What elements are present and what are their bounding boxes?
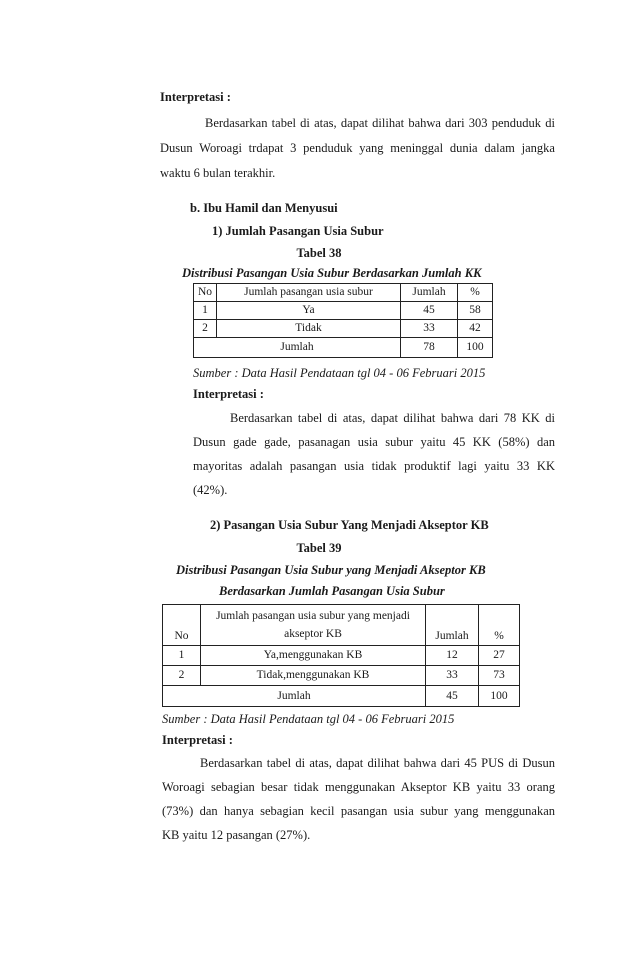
table-header-cell: No (194, 284, 217, 302)
table-cell: 33 (401, 320, 458, 338)
table-38-number: Tabel 38 (296, 246, 342, 260)
table-39 (162, 604, 520, 707)
paragraph-line: Dusun Woroagi trdapat 3 penduduk yang meninggal dunia dalam jangka (160, 141, 555, 155)
table-cell: Tidak (217, 320, 401, 338)
paragraph-line: (73%) dan hanya sebagian kecil pasangan usia subur yang menggunakan (162, 804, 555, 818)
interpretation-heading-1: Interpretasi : (160, 90, 231, 104)
table-39-title: Distribusi Pasangan Usia Subur yang Menjadi Akseptor KB (176, 563, 486, 577)
table-39-source: Sumber : Data Hasil Pendataan tgl 04 - 06 Februari 2015 (162, 712, 455, 726)
table-cell: 2 (163, 666, 201, 686)
subsection-heading-1: 1) Jumlah Pasangan Usia Subur (212, 224, 384, 238)
table-header-cell: % (479, 605, 520, 646)
table-cell: Jumlah (163, 686, 426, 707)
table-total-row (194, 338, 493, 358)
table-38-source: Sumber : Data Hasil Pendataan tgl 04 - 06 Februari 2015 (193, 366, 486, 380)
table-header-line: akseptor KB (284, 628, 342, 640)
interpretation-heading-3: Interpretasi : (162, 733, 233, 747)
table-39-title: Berdasarkan Jumlah Pasangan Usia Subur (219, 584, 445, 598)
table-38 (193, 283, 493, 358)
table-header-row (194, 284, 493, 302)
table-header-cell: Jumlah (426, 605, 479, 646)
table-cell: Jumlah (194, 338, 401, 358)
table-cell: 2 (194, 320, 217, 338)
table-cell: 73 (479, 666, 520, 686)
table-38-title: Distribusi Pasangan Usia Subur Berdasarkan Jumlah KK (182, 266, 482, 280)
table-row (163, 666, 520, 686)
table-cell: 45 (426, 686, 479, 707)
table-cell: 33 (426, 666, 479, 686)
table-header-cell: Jumlah pasangan usia subur (217, 284, 401, 302)
paragraph-line: KB yaitu 12 pasangan (27%). (162, 828, 311, 842)
table-header-cell (201, 605, 426, 646)
table-cell: Ya,menggunakan KB (201, 646, 426, 666)
table-header-row (163, 605, 520, 646)
table-header-line: Jumlah pasangan usia subur yang menjadi (216, 610, 410, 622)
table-row (194, 320, 493, 338)
paragraph-line: waktu 6 bulan terakhir. (160, 166, 276, 180)
paragraph-line: Woroagi sebagian besar tidak menggunakan Akseptor KB yaitu 33 orang (162, 780, 555, 794)
table-cell: 100 (479, 686, 520, 707)
section-heading-b: b. Ibu Hamil dan Menyusui (190, 201, 338, 215)
table-cell: 12 (426, 646, 479, 666)
paragraph-line: (42%). (193, 483, 228, 497)
table-row (194, 302, 493, 320)
table-total-row (163, 686, 520, 707)
table-cell: 27 (479, 646, 520, 666)
table-header-cell: Jumlah (401, 284, 458, 302)
subsection-heading-2: 2) Pasangan Usia Subur Yang Menjadi Akseptor KB (210, 518, 489, 532)
table-cell: Tidak,menggunakan KB (201, 666, 426, 686)
table-cell: 1 (163, 646, 201, 666)
table-cell: 42 (458, 320, 493, 338)
table-39-number: Tabel 39 (296, 541, 342, 555)
table-header-cell: No (163, 605, 201, 646)
paragraph-line: Dusun gade gade, pasanagan usia subur yaitu 45 KK (58%) dan (193, 435, 555, 449)
table-cell: 100 (458, 338, 493, 358)
paragraph-line: Berdasarkan tabel di atas, dapat dilihat bahwa dari 303 penduduk di (205, 116, 555, 130)
paragraph-line: Berdasarkan tabel di atas, dapat dilihat bahwa dari 78 KK di (230, 411, 555, 425)
table-cell: 78 (401, 338, 458, 358)
table-row (163, 646, 520, 666)
table-cell: Ya (217, 302, 401, 320)
table-header-cell: % (458, 284, 493, 302)
interpretation-heading-2: Interpretasi : (193, 387, 264, 401)
table-cell: 58 (458, 302, 493, 320)
paragraph-line: Berdasarkan tabel di atas, dapat dilihat bahwa dari 45 PUS di Dusun (200, 756, 555, 770)
paragraph-line: mayoritas adalah pasangan usia tidak produktif lagi yaitu 33 KK (193, 459, 555, 473)
table-cell: 45 (401, 302, 458, 320)
table-cell: 1 (194, 302, 217, 320)
